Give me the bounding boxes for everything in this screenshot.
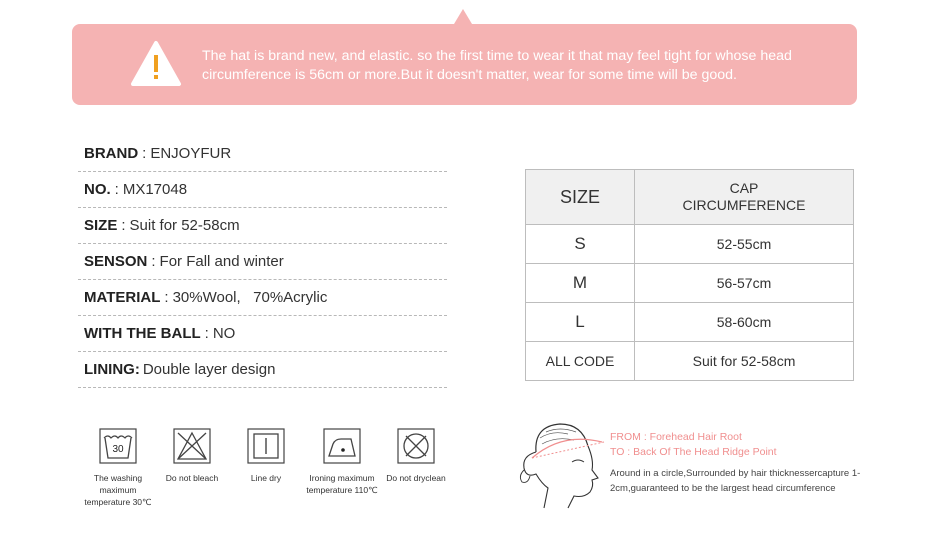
table-row	[526, 225, 854, 264]
no-dryclean-icon	[397, 428, 435, 464]
spec-sep: :	[164, 289, 169, 306]
measure-info	[610, 430, 910, 496]
spec-value: Double layer design	[142, 361, 276, 378]
measure-to: TO : Back Of The Head Ridge Point	[610, 446, 777, 458]
notice-text: The hat is brand new, and elastic. so the first time to wear it that may feel tight for whose head circumference is 56cm or more.But it doesn't matter, wear for some time will be good.	[202, 48, 792, 83]
spec-key: WITH THE BALL	[84, 325, 201, 342]
spec-value: ENJOYFUR	[150, 145, 232, 162]
spec-row-brand	[78, 136, 447, 172]
spec-key: SIZE	[84, 217, 118, 234]
size-table	[525, 169, 854, 381]
care-item-bleach	[157, 428, 227, 484]
table-row	[526, 264, 854, 303]
spec-key: NO.	[84, 181, 111, 198]
care-label: Do not bleach	[165, 473, 219, 483]
table-row	[526, 342, 854, 381]
spec-key: BRAND	[84, 145, 139, 162]
care-label: Do not dryclean	[386, 473, 446, 483]
cell-size: L	[526, 303, 635, 342]
spec-value: For Fall and winter	[159, 253, 284, 270]
spec-row-material	[78, 280, 447, 316]
cell-size: M	[526, 264, 635, 303]
spec-list	[78, 136, 447, 388]
header-cap-line2: CIRCUMFERENCE	[682, 197, 806, 213]
care-label: Ironing maximum temperature 110℃	[306, 473, 378, 495]
spec-value: 30%Wool, 70%Acrylic	[172, 289, 328, 306]
spec-value: Suit for 52-58cm	[129, 217, 240, 234]
spec-sep: :	[204, 325, 209, 342]
line-dry-icon	[247, 428, 285, 464]
spec-row-ball	[78, 316, 447, 352]
spec-key: MATERIAL	[84, 289, 161, 306]
spec-row-no	[78, 172, 447, 208]
warning-icon	[130, 40, 182, 88]
header-cap	[635, 170, 854, 225]
spec-value: MX17048	[122, 181, 188, 198]
spec-value: NO	[212, 325, 236, 342]
care-item-iron	[306, 428, 378, 496]
table-row	[526, 303, 854, 342]
spec-sep: :	[114, 181, 119, 198]
iron-110-icon	[323, 428, 361, 464]
care-label: Line dry	[250, 473, 282, 483]
header-size: SIZE	[526, 170, 635, 225]
spec-key: LINING:	[84, 361, 140, 378]
notice-pointer	[454, 9, 472, 24]
care-item-linedry	[231, 428, 301, 484]
wash-30-icon	[99, 428, 137, 464]
table-header-row	[526, 170, 854, 225]
spec-sep: :	[142, 145, 147, 162]
spec-key: SENSON	[84, 253, 148, 270]
cell-cap: 58-60cm	[635, 303, 854, 342]
spec-row-size	[78, 208, 447, 244]
cell-size: S	[526, 225, 635, 264]
wash-temp-label: 30	[112, 444, 124, 455]
spec-sep: :	[121, 217, 126, 234]
care-label: The washing maximum temperature 30℃	[84, 473, 152, 507]
care-item-wash	[83, 428, 153, 508]
measure-desc: Around in a circle,Surrounded by hair thicknessercapture 1-2cm,guaranteed to be the largest head circumference	[610, 468, 861, 494]
cell-cap: 56-57cm	[635, 264, 854, 303]
cell-cap: 52-55cm	[635, 225, 854, 264]
cell-size: ALL CODE	[526, 342, 635, 381]
header-cap-line1: CAP	[729, 180, 759, 196]
care-item-dryclean	[381, 428, 451, 484]
no-bleach-icon	[173, 428, 211, 464]
cell-cap: Suit for 52-58cm	[635, 342, 854, 381]
measure-from: FROM : Forehead Hair Root	[610, 431, 742, 443]
spec-row-lining	[78, 352, 447, 388]
spec-sep: :	[151, 253, 156, 270]
spec-row-season	[78, 244, 447, 280]
head-measure-illustration	[512, 412, 612, 512]
